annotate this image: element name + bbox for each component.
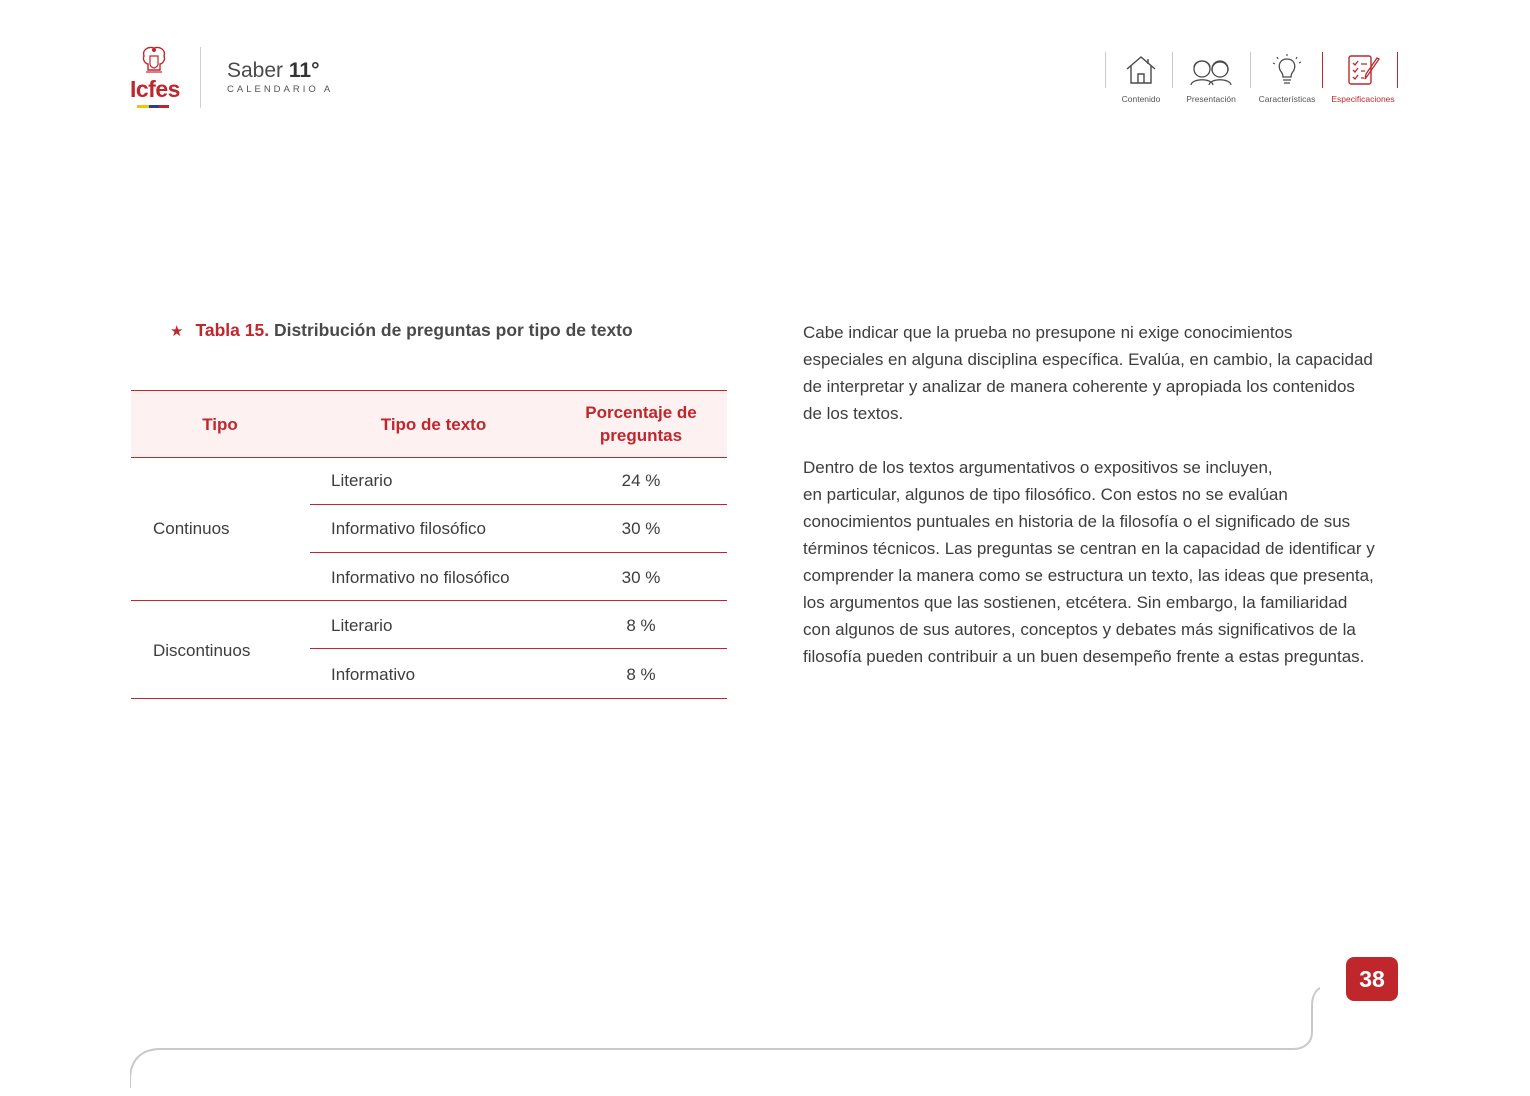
brand-subtitle: CALENDARIO A: [227, 84, 334, 95]
text-line: términos técnicos. Las preguntas se centran en la capacidad de identificar y: [803, 539, 1375, 558]
group-label-discontinuos: Discontinuos: [153, 641, 251, 660]
nav-item-presentacion[interactable]: [1175, 50, 1247, 106]
table-caption: [170, 320, 633, 341]
nav-label-caracteristicas: Características: [1258, 94, 1316, 104]
text-line: con algunos de sus autores, conceptos y debates más significativos de la: [803, 620, 1356, 639]
flag-stripe-red: [159, 105, 169, 108]
text-line: de los textos.: [803, 404, 904, 423]
cell-tipo-texto: Literario: [331, 471, 393, 490]
nav-item-contenido[interactable]: [1105, 50, 1177, 106]
header-divider: [200, 47, 201, 108]
text-line: Dentro de los textos argumentativos o expositivos se incluyen,: [803, 458, 1273, 477]
flag-stripe-blue: [149, 105, 159, 108]
text-line: Cabe indicar que la prueba no presupone ni exige conocimientos: [803, 323, 1293, 342]
row-divider: [310, 504, 727, 505]
people-icon: [1187, 53, 1235, 87]
group-divider: [131, 600, 727, 601]
text-line: los argumentos que las sostienen, etcétera. Sin embargo, la familiaridad: [803, 593, 1348, 612]
cell-porcentaje: 30 %: [621, 568, 661, 587]
paragraph-1: [803, 319, 1403, 427]
cell-porcentaje: 8 %: [626, 616, 656, 635]
text-line: en particular, algunos de tipo filosófico. Con estos no se evalúan: [803, 485, 1288, 504]
checklist-pencil-icon: [1343, 53, 1383, 87]
header-porcentaje: Porcentaje de preguntas: [585, 403, 697, 445]
cell-tipo-texto: Informativo filosófico: [331, 519, 486, 538]
group-label-continuos: Continuos: [153, 519, 230, 538]
cell-tipo-texto: Literario: [331, 616, 393, 635]
star-icon: ★: [170, 323, 184, 340]
nav-divider-active: [1322, 52, 1323, 88]
table-header: [131, 390, 727, 458]
cell-tipo-texto: Informativo: [331, 665, 416, 684]
brand-title: [227, 59, 320, 83]
nav-label-contenido: Contenido: [1121, 94, 1161, 104]
row-divider: [310, 552, 727, 553]
header-tipo: Tipo: [202, 414, 238, 434]
lightbulb-icon: [1269, 53, 1305, 87]
table-number: Tabla 15.: [195, 320, 270, 340]
table-title: Distribución de preguntas por tipo de texto: [273, 320, 633, 340]
nav-item-caracteristicas[interactable]: [1251, 50, 1323, 106]
icfes-logo[interactable]: [128, 44, 180, 114]
text-line: filosofía pueden contribuir a un buen desempeño frente a estas preguntas.: [803, 647, 1365, 666]
cell-porcentaje: 24 %: [621, 471, 661, 490]
nav-divider-active: [1397, 52, 1398, 88]
brand-title-bold: 11°: [288, 59, 320, 82]
cell-porcentaje: 30 %: [621, 519, 661, 538]
brand-title-light: Saber: [227, 59, 284, 82]
text-line: de interpretar y analizar de manera coherente y apropiada los contenidos: [803, 377, 1355, 396]
coat-of-arms-icon: [134, 44, 174, 76]
page-frame-line: [130, 976, 1320, 1096]
table-bottom-border: [131, 698, 727, 699]
nav-item-especificaciones[interactable]: [1327, 50, 1399, 106]
cell-tipo-texto: Informativo no filosófico: [331, 568, 510, 587]
row-divider: [310, 648, 727, 649]
text-line: especiales en alguna disciplina específica. Evalúa, en cambio, la capacidad: [803, 350, 1373, 369]
nav-divider: [1172, 52, 1173, 88]
paragraph-2: [803, 454, 1403, 670]
page-number: 38: [1346, 957, 1398, 1001]
nav-label-especificaciones: Especificaciones: [1331, 94, 1395, 104]
text-line: comprender la manera como se estructura un texto, las ideas que presenta,: [803, 566, 1374, 585]
house-icon: [1123, 53, 1159, 87]
text-line: conocimientos puntuales en historia de la filosofía o el significado de sus: [803, 512, 1351, 531]
cell-porcentaje: 8 %: [626, 665, 656, 684]
nav-label-presentacion: Presentación: [1186, 94, 1236, 104]
flag-stripe-yellow: [137, 105, 149, 108]
logo-wordmark: Icfes: [130, 76, 180, 102]
header-tipo-texto: Tipo de texto: [380, 414, 487, 434]
